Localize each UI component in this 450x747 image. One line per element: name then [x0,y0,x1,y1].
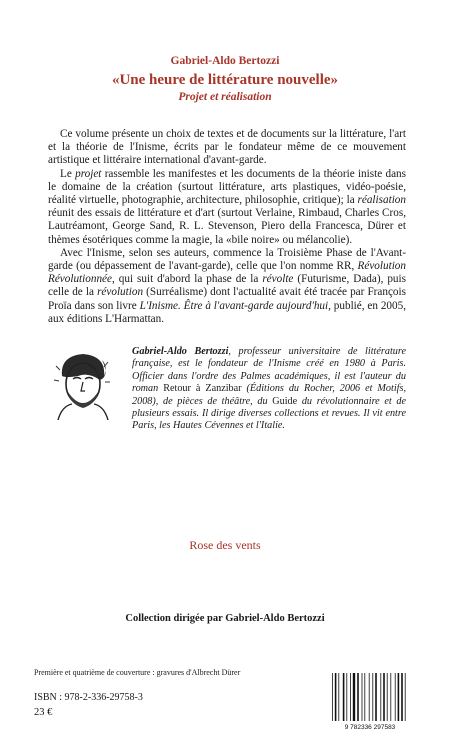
author-portrait-icon [48,346,118,420]
text: , professeur universitaire de littérature française, est le fondateur de l'Inisme créé en 1980 à Paris. Officier dans l'ordre des Palmes académiques, il est l'auteur du roman [132,346,406,395]
term-projet: projet [75,167,102,180]
text: (Futurisme, Dada), puis celle de la [48,273,406,299]
book-title: «Une heure de littérature nouvelle» [111,72,339,88]
summary-text [48,128,406,326]
paragraph-1: Ce volume présente un choix de textes et de documents sur la littérature, l'art et la théorie de l'Inisme, écrits par le fondateur même de ce mouvement artistique et littéraire international d'avant-garde. [48,128,406,167]
text: , publié, en 2005, aux éditions L'Harmattan. [48,299,406,325]
text: Avec l'Inisme, selon ses auteurs, commence la Troisième Phase de l'Avant-garde (ou dépassement de l'avant-garde), celle que l'on nomme RR, [48,246,406,273]
term-revolte: révolte [262,273,294,286]
collection-line: Collection dirigée par Gabriel-Aldo Bertozzi [125,613,325,624]
text: , qui suit d'abord la phase de la [112,273,263,286]
text: (Éditions du Rocher, 2006 et Motifs, 2008), de pièces de théâtre, du [132,383,406,407]
term-rr: Révolution Révolutionnée [48,260,406,286]
guide-title: Guide [272,395,298,407]
price: 23 € [34,707,53,718]
novel-title: Retour à Zanzibar [163,383,242,395]
book-subtitle: Projet et réalisation [178,91,272,103]
barcode-icon [326,671,414,731]
publisher-name: Rose des vents [189,538,261,552]
paragraph-3 [48,247,406,326]
text: du révolutionnaire et de plusieurs essais. Il dirige diverses collections et revues. Il vit entre Paris, les Hautes Cévennes et l'Italie. [132,395,406,432]
text: (Surréalisme) dont l'actualité avait été tracée par François Proïa dans son livre [48,286,406,312]
cover-credit: Première et quatrième de couverture : gravures d'Albrecht Dürer [34,668,241,677]
paragraph-2 [48,168,406,247]
author-bio-text [132,346,406,433]
book-reference: L'Inisme. Être à l'avant-garde aujourd'hui [139,299,329,312]
term-realisation: réalisation [357,194,406,207]
author-header: Gabriel-Aldo Bertozzi [170,55,280,67]
isbn: ISBN : 978-2-336-29758-3 [34,692,143,703]
term-revolution: révolution [97,286,144,299]
barcode-number: 9 782336 297583 [344,724,396,731]
author-name: Gabriel-Aldo Bertozzi [132,346,229,357]
author-bio-section [48,346,406,433]
text: Le [60,167,76,180]
text: rassemble les manifestes et les documents de la théorie iniste dans le domaine de la création (surtout littérature, arts plastiques, vidéo-poésie, réalité virtuelle, photographie, architecture, philosophie, critique); la [48,167,406,207]
text: réunit des essais de littérature et d'art (surtout Verlaine, Rimbaud, Charles Cros, Lautréamont, George Sand, R. L. Stevenson, Piero della Francesca, Dürer et thèmes ésotériques comme la magie, la «bile noire» ou mélancolie). [48,207,406,246]
